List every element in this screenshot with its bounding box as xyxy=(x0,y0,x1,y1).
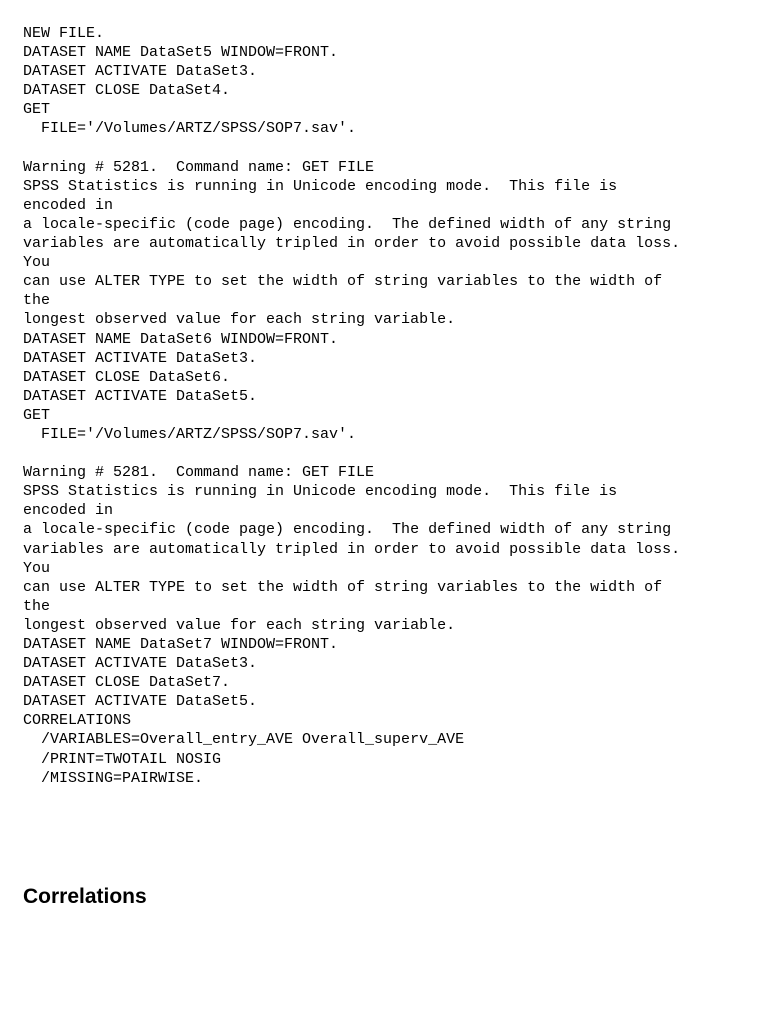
log-line: the xyxy=(23,292,51,310)
log-line: encoded in xyxy=(23,196,114,214)
log-line: /MISSING=PAIRWISE. xyxy=(23,769,204,787)
log-line: DATASET ACTIVATE DataSet3. xyxy=(23,349,258,367)
log-line: can use ALTER TYPE to set the width of string variables to the width of xyxy=(23,578,663,596)
log-line: longest observed value for each string variable. xyxy=(23,616,456,634)
log-line: DATASET CLOSE DataSet7. xyxy=(23,674,231,692)
log-line: SPSS Statistics is running in Unicode encoding mode. This file is xyxy=(23,177,618,195)
log-line: variables are automatically tripled in order to avoid possible data loss. xyxy=(23,540,681,558)
log-line: /VARIABLES=Overall_entry_AVE Overall_superv_AVE xyxy=(23,731,465,749)
log-line: the xyxy=(23,597,51,615)
log-line: DATASET ACTIVATE DataSet3. xyxy=(23,655,258,673)
log-line: /PRINT=TWOTAIL NOSIG xyxy=(23,750,222,768)
log-line: DATASET CLOSE DataSet6. xyxy=(23,368,231,386)
log-line: DATASET CLOSE DataSet4. xyxy=(23,82,231,100)
log-line: Warning # 5281. Command name: GET FILE xyxy=(23,464,375,482)
log-line: DATASET NAME DataSet7 WINDOW=FRONT. xyxy=(23,636,339,653)
log-line: DATASET NAME DataSet6 WINDOW=FRONT. xyxy=(23,330,339,348)
log-line xyxy=(23,139,753,158)
log-line: DATASET ACTIVATE DataSet3. xyxy=(23,63,258,81)
syntax-log xyxy=(23,24,753,788)
log-line: longest observed value for each string variable. xyxy=(23,311,456,329)
log-line: SPSS Statistics is running in Unicode encoding mode. This file is xyxy=(23,483,618,501)
log-line: You xyxy=(23,559,51,577)
log-line: a locale-specific (code page) encoding. The defined width of any string xyxy=(23,215,672,233)
log-line: DATASET ACTIVATE DataSet5. xyxy=(23,387,258,405)
log-line: DATASET ACTIVATE DataSet5. xyxy=(23,693,258,711)
log-line: GET xyxy=(23,406,51,424)
log-line: FILE='/Volumes/ARTZ/SPSS/SOP7.sav'. xyxy=(23,120,357,138)
log-line: a locale-specific (code page) encoding. The defined width of any string xyxy=(23,521,672,539)
log-line xyxy=(23,444,753,463)
log-line: Warning # 5281. Command name: GET FILE xyxy=(23,158,375,176)
log-line: You xyxy=(23,254,51,272)
log-line: NEW FILE. xyxy=(23,25,105,42)
log-line: encoded in xyxy=(23,502,114,520)
log-line: FILE='/Volumes/ARTZ/SPSS/SOP7.sav'. xyxy=(23,425,357,443)
log-line: variables are automatically tripled in order to avoid possible data loss. xyxy=(23,235,681,253)
section-title: Correlations xyxy=(23,885,147,908)
log-line: DATASET NAME DataSet5 WINDOW=FRONT. xyxy=(23,44,339,62)
log-line: can use ALTER TYPE to set the width of string variables to the width of xyxy=(23,273,663,291)
log-line: GET xyxy=(23,101,51,119)
log-line: CORRELATIONS xyxy=(23,712,132,730)
